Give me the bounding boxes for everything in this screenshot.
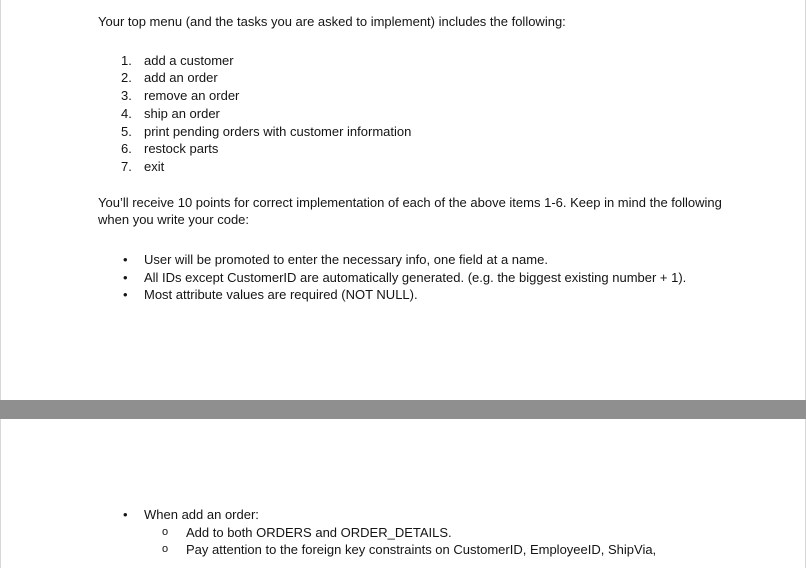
note-bullet-item: • Most attribute values are required (NOT NULL). bbox=[98, 286, 730, 304]
notes-bullet-list bbox=[98, 251, 730, 304]
task-list-item: print pending orders with customer information bbox=[144, 123, 412, 139]
order-sub-bullet-list bbox=[98, 524, 730, 559]
note-bullet-item: • User will be promoted to enter the necessary info, one field at a name. bbox=[98, 251, 730, 269]
task-list-item: add an order bbox=[144, 70, 218, 86]
order-sub-bullet-item: o Pay attention to the foreign key constraints on CustomerID, EmployeeID, ShipVia, bbox=[98, 541, 730, 559]
page-1-content bbox=[98, 13, 730, 304]
task-list-item: remove an order bbox=[144, 88, 240, 104]
task-list-item: exit bbox=[144, 158, 165, 174]
task-list-item: restock parts bbox=[144, 141, 219, 157]
intro-paragraph: Your top menu (and the tasks you are asked to implement) includes the following: bbox=[98, 14, 566, 29]
task-list-item: ship an order bbox=[144, 105, 220, 121]
note-bullet-item: • All IDs except CustomerID are automatically generated. (e.g. the biggest existing number + 1). bbox=[98, 269, 730, 287]
order-notes-bullet-list bbox=[98, 506, 730, 524]
grading-paragraph: You’ll receive 10 points for correct implementation of each of the above items 1-6. Keep in mind the following when you write your code: bbox=[98, 194, 722, 228]
page-2-content bbox=[98, 506, 730, 559]
page-break-separator bbox=[0, 400, 806, 419]
order-sub-bullet-item: o Add to both ORDERS and ORDER_DETAILS. bbox=[98, 524, 730, 542]
task-menu-list bbox=[98, 52, 730, 176]
order-bullet-item: • When add an order: bbox=[98, 506, 730, 524]
task-list-item: add a customer bbox=[144, 52, 234, 68]
document-page-2 bbox=[0, 419, 806, 568]
